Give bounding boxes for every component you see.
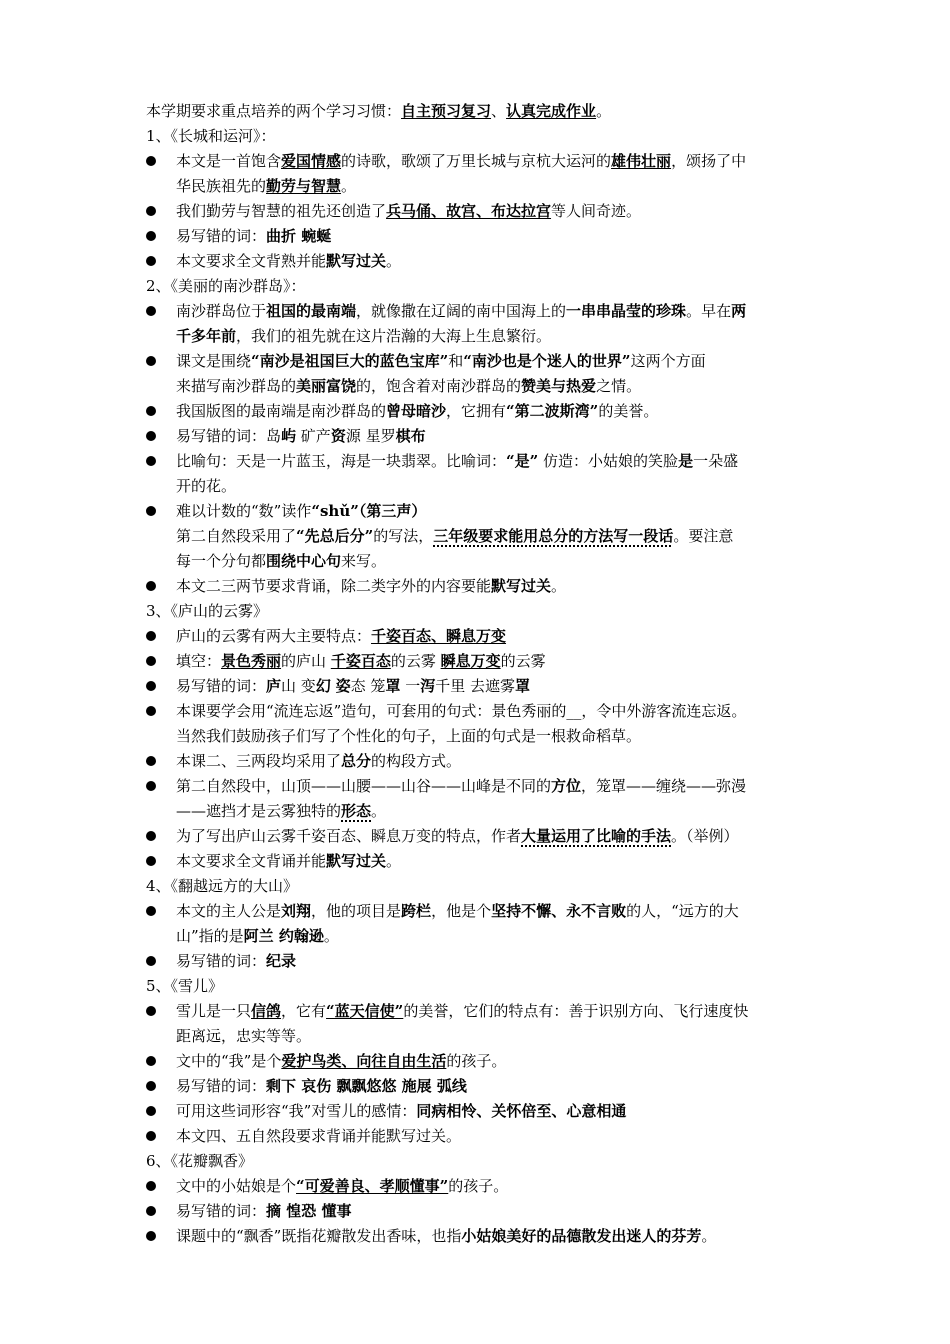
s1-b4: 本文要求全文背熟并能默写过关。	[176, 252, 402, 270]
bullet-dot	[146, 906, 156, 916]
habit-preview-review: 自主预习复习	[401, 102, 492, 120]
bullet-dot	[146, 956, 156, 966]
keyword: 剩下 哀伤 飘飘悠悠 施展 弧线	[266, 1077, 467, 1095]
s2-b1-line2: 千多年前，我们的祖先就在这片浩瀚的大海上生息繁衍。	[176, 327, 552, 345]
intro-text: 本学期要求重点培养的两个学习习惯：	[146, 102, 402, 120]
bullet-dot	[146, 356, 156, 366]
bullet-dot	[146, 1131, 156, 1141]
section-1-title: 1、《长城和运河》：	[146, 127, 276, 145]
s3-b4-line2: 当然我们鼓励孩子们写了个性化的句子，上面的句式是一根救命稻草。	[176, 727, 642, 745]
keyword: 围绕中心句	[266, 552, 342, 570]
s6-b3: 课题中的“飘香”既指花瓣散发出香味，也指小姑娘美好的品德散发出迷人的芬芳。	[176, 1227, 717, 1245]
bullet-dot	[146, 631, 156, 641]
keyword: 勤劳与智慧	[266, 177, 342, 195]
bullet-dot	[146, 706, 156, 716]
bullet-dot	[146, 231, 156, 241]
intro-line	[146, 101, 611, 121]
keyword: 大量运用了比喻的手法	[521, 827, 672, 845]
s3-b6-line1: 第二自然段中，山顶——山腰——山谷——山峰是不同的方位，笼罩——缠绕——弥漫	[176, 777, 747, 795]
bullet-dot	[146, 506, 156, 516]
keyword: 祖国的最南端	[266, 302, 357, 320]
bullet-dot	[146, 431, 156, 441]
keyword: 一串串晶莹的珍珠	[566, 302, 687, 320]
s5-b1-line1: 雪儿是一只信鸽，它有“蓝天信使”的美誉，它们的特点有：善于识别方向、飞行速度快	[176, 1002, 749, 1020]
s3-b2: 填空：景色秀丽的庐山 千姿百态的云雾 瞬息万变的云雾	[176, 652, 546, 670]
keyword: 摘 惶恐 懂事	[266, 1202, 352, 1220]
keyword: 爱护鸟类、向往自由生活	[281, 1052, 447, 1070]
keyword: “蓝天信使”	[326, 1002, 404, 1020]
keyword: 兵马俑、故宫、布达拉宫	[386, 202, 552, 220]
s4-b1-line2: 山”指的是阿兰 约翰逊。	[176, 927, 339, 945]
bullet-dot	[146, 1106, 156, 1116]
section-2-title: 2、《美丽的南沙群岛》：	[146, 277, 306, 295]
s1-b3: 易写错的词：曲折 蜿蜒	[176, 227, 332, 245]
keyword: “shǔ”（第三声）	[311, 502, 427, 520]
keyword: 小姑娘美好的品德散发出迷人的芬芳	[461, 1227, 702, 1245]
keyword: “先总后分”	[296, 527, 374, 545]
keyword: 两	[731, 302, 747, 320]
s3-b6-line2: ——遮挡才是云雾独特的形态。	[176, 802, 387, 820]
bullet-dot	[146, 1006, 156, 1016]
bullet-dot	[146, 1081, 156, 1091]
s3-b3: 易写错的词：庐山 变幻 姿态 笼罩 一泻千里 去遮雾罩	[176, 677, 531, 695]
keyword: 形态	[341, 802, 372, 820]
s2-b2-line1: 课文是围绕“南沙是祖国巨大的蓝色宝库”和“南沙也是个迷人的世界”这两个方面	[176, 352, 706, 370]
keyword: 坚持不懈、永不言败	[491, 902, 627, 920]
s3-b7: 为了写出庐山云雾千姿百态、瞬息万变的特点，作者大量运用了比喻的手法。（举例）	[176, 827, 739, 845]
keyword: 跨栏	[401, 902, 432, 920]
s5-b4: 可用这些词形容“我”对雪儿的感情：同病相怜、关怀倍至、心意相通	[176, 1102, 627, 1120]
s2-b7: 本文二三两节要求背诵，除二类字外的内容要能默写过关。	[176, 577, 567, 595]
keyword: 千姿百态、瞬息万变	[371, 627, 507, 645]
s2-b6-line1: 难以计数的“数”读作“shǔ”（第三声）	[176, 502, 427, 520]
s1-b2: 我们勤劳与智慧的祖先还创造了兵马俑、故宫、布达拉宫等人间奇迹。	[176, 202, 642, 220]
s3-b1: 庐山的云雾有两大主要特点：千姿百态、瞬息万变	[176, 627, 507, 645]
s1-b1-line1: 本文是一首饱含爱国情感的诗歌，歌颂了万里长城与京杭大运河的雄伟壮丽，颂扬了中	[176, 152, 747, 170]
intro-end: 。	[596, 102, 612, 120]
section-4-title: 4、《翻越远方的大山》	[146, 877, 299, 895]
s2-b1-line1: 南沙群岛位于祖国的最南端，就像撒在辽阔的南中国海上的一串串晶莹的珍珠。早在两	[176, 302, 747, 320]
keyword: 同病相怜、关怀倍至、心意相通	[416, 1102, 627, 1120]
s3-b8: 本文要求全文背诵并能默写过关。	[176, 852, 402, 870]
bullet-dot	[146, 456, 156, 466]
keyword: 方位	[551, 777, 582, 795]
bullet-dot	[146, 756, 156, 766]
keyword: 默写过关	[491, 577, 552, 595]
keyword: 阿兰 约翰逊	[243, 927, 324, 945]
s6-b1: 文中的小姑娘是个“可爱善良、孝顺懂事”的孩子。	[176, 1177, 509, 1195]
s1-b1-line2: 华民族祖先的勤劳与智慧。	[176, 177, 357, 195]
keyword: 赞美与热爱	[521, 377, 597, 395]
section-3-title: 3、《庐山的云雾》	[146, 602, 269, 620]
s2-b6-line2: 第二自然段采用了“先总后分”的写法，三年级要求能用总分的方法写一段话。要注意	[176, 527, 734, 545]
bullet-dot	[146, 581, 156, 591]
keyword: “可爱善良、孝顺懂事”	[296, 1177, 449, 1195]
keyword: “是”	[506, 452, 539, 470]
bullet-dot	[146, 206, 156, 216]
bullet-dot	[146, 1056, 156, 1066]
intro-separator: 、	[491, 102, 507, 120]
keyword: 默写过关	[326, 252, 387, 270]
s6-b2: 易写错的词：摘 惶恐 懂事	[176, 1202, 352, 1220]
bullet-dot	[146, 156, 156, 166]
bullet-dot	[146, 831, 156, 841]
bullet-dot	[146, 856, 156, 866]
bullet-dot	[146, 306, 156, 316]
keyword: 信鸽	[251, 1002, 282, 1020]
keyword: 曲折 蜿蜒	[266, 227, 332, 245]
s2-b5-line1: 比喻句：天是一片蓝玉，海是一块翡翠。比喻词：“是” 仿造：小姑娘的笑脸是一朵盛	[176, 452, 739, 470]
keyword: 瞬息万变	[440, 652, 501, 670]
keyword: 千多年前	[176, 327, 237, 345]
keyword: 千姿百态	[330, 652, 391, 670]
keyword: 雄伟壮丽	[611, 152, 672, 170]
s4-b1-line1: 本文的主人公是刘翔，他的项目是跨栏，他是个坚持不懈、永不言败的人，“远方的大	[176, 902, 739, 920]
s3-b4-line1: 本课要学会用“流连忘返”造句，可套用的句式：景色秀丽的__，令中外游客流连忘返。	[176, 702, 747, 720]
section-5-title: 5、《雪儿》	[146, 977, 224, 995]
keyword: 曾母暗沙	[386, 402, 447, 420]
keyword: 刘翔	[281, 902, 312, 920]
s2-b5-line2: 开的花。	[176, 477, 237, 495]
keyword: “南沙是祖国巨大的蓝色宝库”	[251, 352, 449, 370]
keyword: 总分	[341, 752, 372, 770]
habit-homework: 认真完成作业	[506, 102, 597, 120]
s2-b6-line3: 每一个分句都围绕中心句来写。	[176, 552, 387, 570]
s2-b4: 易写错的词：岛屿 矿产资源 星罗棋布	[176, 427, 426, 445]
s2-b3: 我国版图的最南端是南沙群岛的曾母暗沙，它拥有“第二波斯湾”的美誉。	[176, 402, 659, 420]
bullet-dot	[146, 656, 156, 666]
keyword: 纪录	[266, 952, 297, 970]
s4-b2: 易写错的词：纪录	[176, 952, 297, 970]
keyword: “南沙也是个迷人的世界”	[463, 352, 631, 370]
bullet-dot	[146, 256, 156, 266]
s5-b1-line2: 距离远，忠实等等。	[176, 1027, 312, 1045]
section-6-title: 6、《花瓣飘香》	[146, 1152, 254, 1170]
s5-b5: 本文四、五自然段要求背诵并能默写过关。	[176, 1127, 462, 1145]
bullet-dot	[146, 781, 156, 791]
keyword: 爱国情感	[281, 152, 342, 170]
bullet-dot	[146, 1231, 156, 1241]
bullet-dot	[146, 681, 156, 691]
keyword: 美丽富饶	[296, 377, 357, 395]
bullet-dot	[146, 1206, 156, 1216]
s2-b2-line2: 来描写南沙群岛的美丽富饶的，饱含着对南沙群岛的赞美与热爱之情。	[176, 377, 642, 395]
keyword: 默写过关	[326, 852, 387, 870]
bullet-dot	[146, 406, 156, 416]
s5-b3: 易写错的词：剩下 哀伤 飘飘悠悠 施展 弧线	[176, 1077, 467, 1095]
keyword: “第二波斯湾”	[506, 402, 599, 420]
keyword: 三年级要求能用总分的方法写一段话	[433, 527, 674, 545]
keyword: 景色秀丽	[221, 652, 282, 670]
bullet-dot	[146, 1181, 156, 1191]
s3-b5: 本课二、三两段均采用了总分的构段方式。	[176, 752, 462, 770]
s5-b2: 文中的“我”是个爱护鸟类、向往自由生活的孩子。	[176, 1052, 507, 1070]
